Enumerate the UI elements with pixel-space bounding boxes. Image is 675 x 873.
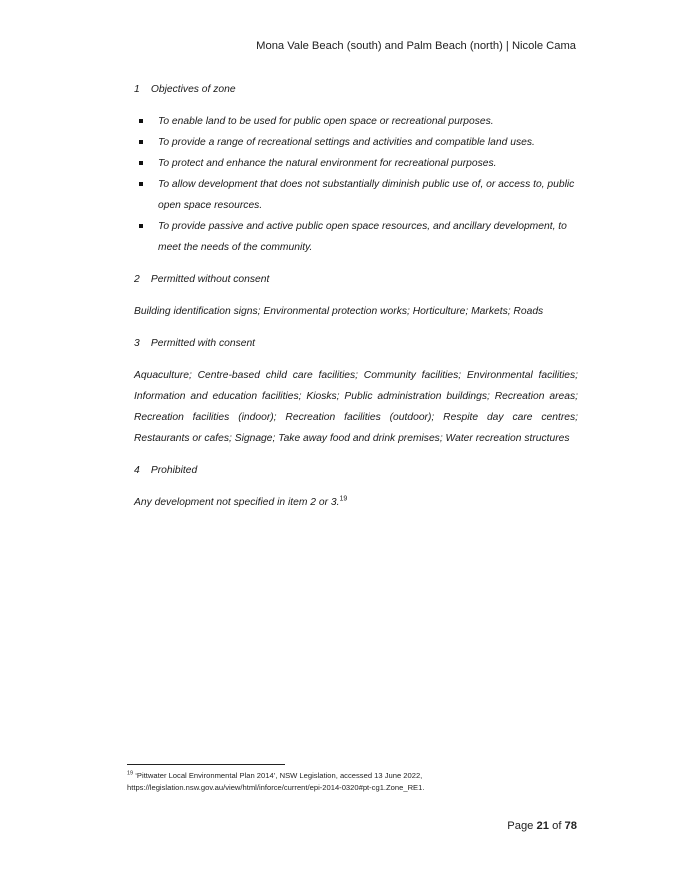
prohibited-text: Any development not specified in item 2 or 3. — [134, 497, 340, 508]
square-bullet-icon — [139, 182, 143, 186]
list-item-text: To protect and enhance the natural environment for recreational purposes. — [158, 158, 497, 169]
footnote-divider — [127, 764, 285, 765]
square-bullet-icon — [139, 224, 143, 228]
section-heading-permitted-without-consent — [134, 269, 578, 290]
list-item-text: To allow development that does not substantially diminish public use of, or access to, public open space resources. — [158, 179, 575, 211]
list-item — [134, 111, 578, 132]
page-number-prefix: Page — [507, 820, 534, 832]
list-item — [134, 174, 578, 216]
page-header — [256, 40, 576, 52]
section-number: 1 — [134, 84, 140, 95]
footnote-reference[interactable]: 19 — [339, 495, 348, 503]
page-current: 21 — [536, 820, 549, 832]
footnote-number: 19 — [127, 770, 134, 777]
section-number: 3 — [134, 338, 140, 349]
footnote — [127, 770, 587, 793]
page-total: 78 — [564, 820, 577, 832]
section-title: Permitted with consent — [150, 338, 256, 349]
footnote-citation: ‘Pittwater Local Environmental Plan 2014’, NSW Legislation, accessed 13 June 2022, — [135, 771, 423, 780]
permitted-without-consent-text: Building identification signs; Environmental protection works; Horticulture; Markets; Roads — [134, 306, 544, 317]
square-bullet-icon — [139, 119, 143, 123]
footnote-line-1 — [127, 770, 587, 782]
page-number-separator: of — [552, 820, 562, 832]
objectives-list — [134, 111, 578, 258]
list-item-text: To enable land to be used for public open space or recreational purposes. — [158, 116, 494, 127]
document-body — [134, 79, 578, 524]
square-bullet-icon — [139, 140, 143, 144]
section-title: Prohibited — [150, 465, 198, 476]
section-heading-objectives — [134, 79, 578, 100]
header-title: Mona Vale Beach (south) and Palm Beach (north) | Nicole Cama — [256, 40, 576, 52]
permitted-with-consent-text: Aquaculture; Centre-based child care facilities; Community facilities; Environmental facilities; Information and education facilities; Kiosks; Public administration buildings; Recreation areas; Recreation facilities (indoor); Recreation facilities (outdoor); Respite day care centres; Restaurants or cafes; Signage; Take away food and drink premises; Water recreation structures — [134, 370, 578, 444]
footnote-url[interactable]: https://legislation.nsw.gov.au/view/html/inforce/current/epi-2014-0320#pt-cg1.Zone_RE1. — [127, 782, 425, 792]
prohibited-paragraph — [134, 492, 578, 513]
list-item — [134, 132, 578, 153]
list-item-text: To provide a range of recreational settings and activities and compatible land uses. — [158, 137, 535, 148]
section-number: 4 — [134, 465, 140, 476]
section-heading-permitted-with-consent — [134, 333, 578, 354]
list-item — [134, 216, 578, 258]
section-heading-prohibited — [134, 460, 578, 481]
page-number — [507, 820, 577, 832]
list-item-text: To provide passive and active public open space resources, and ancillary development, to meet the needs of the community. — [158, 221, 567, 253]
section-title: Permitted without consent — [150, 274, 270, 285]
section-title: Objectives of zone — [150, 84, 236, 95]
square-bullet-icon — [139, 161, 143, 165]
list-item — [134, 153, 578, 174]
section-number: 2 — [134, 274, 140, 285]
